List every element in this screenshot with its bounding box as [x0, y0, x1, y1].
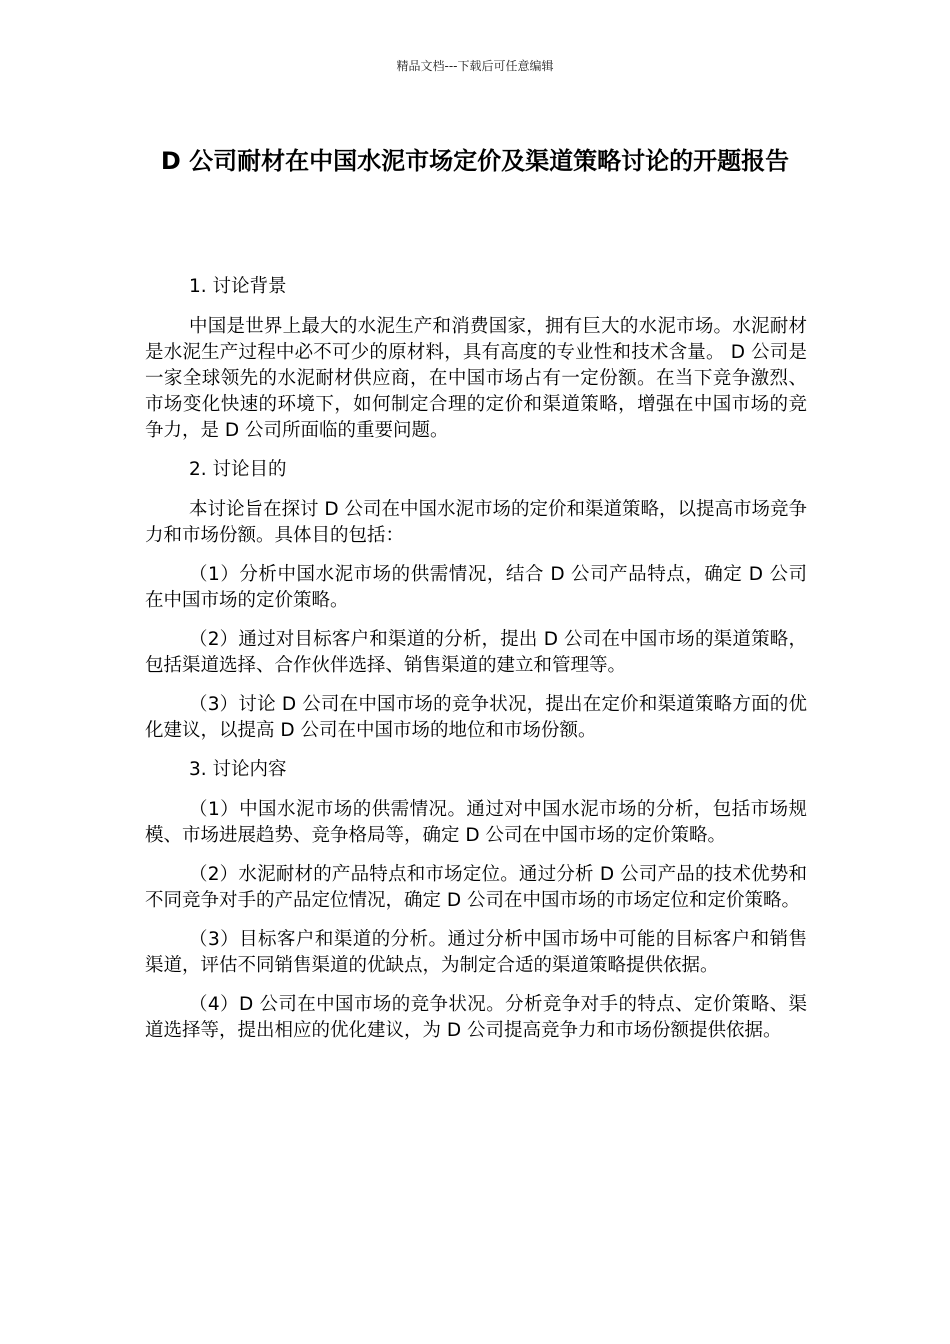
list-item-purpose-3: （3）讨论 D 公司在中国市场的竞争状况，提出在定价和渠道策略方面的优化建议，以提高 D 公司在中国市场的地位和市场份额。: [145, 694, 807, 741]
list-item-content-3: （3）目标客户和渠道的分析。通过分析中国市场中可能的目标客户和销售渠道，评估不同销售渠道的优缺点，为制定合适的渠道策略提供依据。: [145, 929, 807, 976]
header-watermark: 精品文档---下载后可任意编辑: [396, 59, 554, 73]
section-heading-purpose: 2. 讨论目的: [189, 459, 287, 480]
list-item-content-4: （4）D 公司在中国市场的竞争状况。分析竞争对手的特点、定价策略、渠道选择等，提出相应的优化建议，为 D 公司提高竞争力和市场份额提供依据。: [145, 994, 807, 1041]
document-title: D 公司耐材在中国水泥市场定价及渠道策略讨论的开题报告: [160, 147, 790, 175]
list-item-content-2: （2）水泥耐材的产品特点和市场定位。通过分析 D 公司产品的技术优势和不同竞争对手的产品定位情况，确定 D 公司在中国市场的市场定位和定价策略。: [145, 864, 807, 911]
paragraph-purpose-intro: 本讨论旨在探讨 D 公司在中国水泥市场的定价和渠道策略，以提高市场竞争力和市场份额。具体目的包括：: [145, 499, 808, 546]
section-heading-background: 1. 讨论背景: [189, 276, 287, 297]
list-item-purpose-1: （1）分析中国水泥市场的供需情况，结合 D 公司产品特点，确定 D 公司在中国市场的定价策略。: [145, 564, 807, 611]
list-item-content-1: （1）中国水泥市场的供需情况。通过对中国水泥市场的分析，包括市场规模、市场进展趋势、竞争格局等，确定 D 公司在中国市场的定价策略。: [145, 799, 807, 846]
list-item-purpose-2: （2）通过对目标客户和渠道的分析，提出 D 公司在中国市场的渠道策略，包括渠道选择、合作伙伴选择、销售渠道的建立和管理等。: [145, 629, 807, 676]
section-heading-content: 3. 讨论内容: [189, 759, 287, 780]
document-body: [145, 274, 807, 1057]
paragraph-background: 中国是世界上最大的水泥生产和消费国家，拥有巨大的水泥市场。水泥耐材是水泥生产过程中必不可少的原材料，具有高度的专业性和技术含量。 D 公司是一家全球领先的水泥耐材供应商，在中国市场占有一定份额。在当下竞争激烈、市场变化快速的环境下，如何制定合理的定价和渠道策略，增强在中国市场的竞争力，是 D 公司所面临的重要问题。: [145, 316, 807, 441]
